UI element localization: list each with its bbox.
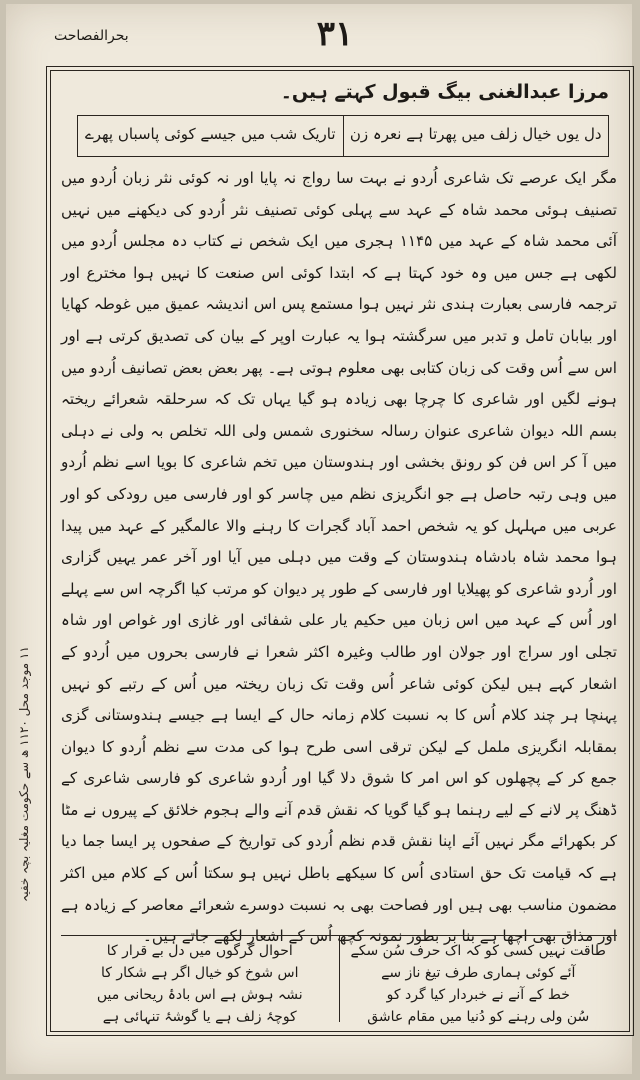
verses-table [61, 935, 617, 1025]
couplet-box [77, 115, 609, 157]
verse-line: خط کے آنے نے خبردار کیا گرد کو [386, 987, 570, 1003]
page-header [50, 14, 620, 58]
verse-line: احوال گرگوں میں دل بے قرار کا [106, 943, 293, 959]
verses-right-column [339, 936, 618, 1025]
section-heading: مرزا عبدالغنی بیگ قبول کہتے ہیں۔ [280, 81, 609, 103]
couplet-first-line: دل یوں خیال زلف میں پھرتا ہے نعرہ زن [343, 116, 609, 156]
margin-note [12, 524, 36, 1024]
paragraph: مگر ایک عرصے تک شاعری اُردو نے بہت سا رواج نہ پایا اور نہ کوئی نثر زبان اُردو میں تصنیف ہوئی محمد شاہ کے عہد سے پہلی کوئی تصنیف نثر اُردو کی دیکھنے میں نہیں آئی محمد شاہ کے عہد میں ۱۱۴۵ ہجری میں ایک شخص نے کتاب دہ مجلس اُردو میں لکھی ہے جس میں وہ خود کہتا ہے کہ ابتدا کوئی اس صنعت کا نہیں ہوا مخترع اور ترجمہ فارسی بعبارت ہندی نثر نہیں ہوا مستمع پس اس اندیشہ عمیق میں غوطہ کھایا اور بیابان تامل و تدبر میں سرگشتہ ہوا یہ عبارت اوپر کے بیان کی تصدیق کرتی ہے اور اس سے اُس وقت کی زبان کتابی بھی معلوم ہوتی ہے۔ [61, 169, 617, 377]
running-title: بحرالفصاحت [54, 28, 129, 44]
verse-line: سُن ولی رہنے کو دُنیا میں مقام عاشق [367, 1009, 590, 1025]
couplet-second-line: تاریک شب میں جیسے کوئی پاسباں پھرے [84, 125, 336, 143]
verse-line: کوچۂ زلف ہے یا گوشۂ تنہائی ہے [102, 1009, 297, 1025]
text-frame [46, 66, 634, 1036]
verses-left-column [61, 936, 339, 1025]
verse-line: طاقت نہیں کسی کو کہ اک حرف سُن سکے [350, 943, 606, 959]
verse-line: نشہ ہوش ہے اس بادۂ ریحانی میں [96, 987, 303, 1003]
book-page [6, 4, 632, 1074]
body-text [61, 163, 617, 953]
page-number: ۳۱ [316, 14, 354, 54]
margin-note-text: ۱۱ موجد محل ۱۱۲۰ ھ سے حکومت مغلیہ بچہ خفیہ [17, 646, 31, 902]
verse-line: اس شوخ کو خیال اگر ہے شکار کا [101, 965, 299, 981]
verse-line: آئے کوئی ہماری طرف تیغ ناز سے [381, 965, 576, 981]
paragraph: پھر بعض بعض تصانیف اُردو میں ہونے لگیں اور شاعری کا چرچا بھی زیادہ ہو گیا یہاں تک کہ سرحلقہ شعرائے ریختہ بسم اللہ دیوان شاعری عنوان رسالہ سخنوری شمس ولی اللہ تخلص بہ ولی نے دہلی میں آ کر اس فن کو رونق بخشی اور ہندوستان میں تخم شاعری کا بویا اسے نظم اُردو میں وہی رتبہ حاصل ہے جو انگریزی نظم میں چاسر کو اور فارسی میں رودکی کو اور عربی میں مہلہل کو یہ شخص احمد آباد گجرات کا رہنے والا عالمگیر کے عہد میں پیدا ہوا محمد شاہ بادشاہ ہندوستان کے وقت میں دہلی میں آیا اور آخر عمر یہیں گزاری اور اُردو شاعری کو پھیلایا اور فارسی کے طور پر دیوان کو مرتب کیا اگرچہ اس سے پہلے اور اُس کے عہد میں اس زبان میں حکیم یار علی شفائی اور غازی اور غواص اور شاہ تجلی اور سراج اور جولان اور طالب وغیرہ اکثر شعرا نے فارسی بحروں میں اُردو کے اشعار کہے ہیں لیکن کوئی شاعر اُس وقت تک زبان ریختہ میں اُس کے رتبے کو نہیں پہنچا ہر چند کلام اُس کا بہ نسبت کلام زمانہ حال کے ایسا ہے جیسے ہندوستانی گزی بمقابلہ انگریزی ململ کے لیکن ترقی اسی طرح ہوا کی مدت سے نظم اُردو کا دیوان جمع کر کے پچھلوں کو اس امر کا شوق دلا گیا اور اُردو شاعری کو فارسی شاعری کے ڈھنگ پر لانے کے لیے رہنما ہو گیا گویا کہ نقش قدم آنے والے ہجوم خلائق کے پیروں نے مٹا کر بکھرائے مگر نہیں آئے اپنا نقش قدم نظم اُردو کی تواریخ کے صفحوں پر ایسا جما دیا ہے کہ قیامت تک حق استادی اُس کا سیکھے باطل نہیں ہو سکتا اُس کے کلام میں اکثر مضمون مناسب بھی ہیں اور فصاحت بھی بہ نسبت دوسرے شعرائے معاصر کے زیادہ ہے اور مذاق بھی اچھا ہے بنا بر بطور نمونہ کچھ اُس کے اشعار لکھے جاتے ہیں۔ [61, 358, 617, 946]
